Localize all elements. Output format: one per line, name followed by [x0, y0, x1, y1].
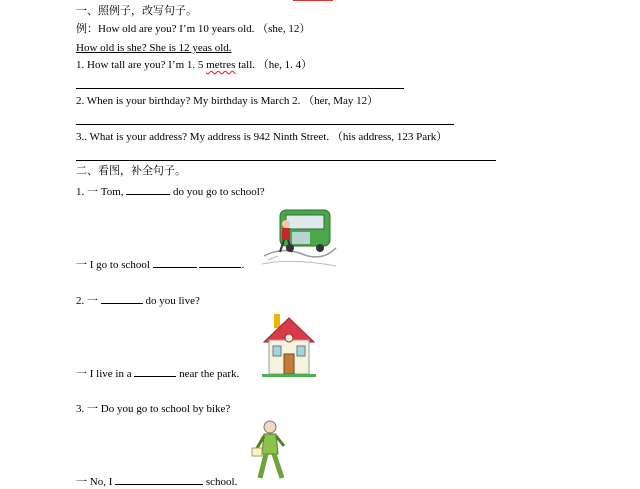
q2-answer-blank[interactable]: [134, 366, 176, 377]
q2-blank[interactable]: [101, 293, 143, 304]
q3: 3. 一 Do you go to school by bike?: [76, 403, 231, 415]
q2-answer: [76, 366, 239, 381]
example-answer: How old is she? She is 12 yeas old.: [76, 42, 232, 54]
item-3: 3.. What is your address? My address is 942 Ninth Street. （his address, 123 Park）: [76, 131, 448, 143]
item-1-wavy: metres: [206, 59, 236, 71]
q2-answer-text-a: 一 I live in a: [76, 368, 135, 380]
item-1-post: tall. （he, 1. 4）: [235, 59, 313, 71]
q2-text-a: 2. 一: [76, 295, 101, 307]
house-icon: [262, 312, 316, 378]
example-question: 例：How old are you? I’m 10 years old. （she, 12）: [76, 23, 311, 35]
q2-text-b: do you live?: [142, 295, 200, 307]
q2-answer-text-b: near the park.: [176, 368, 240, 380]
item-1: [76, 58, 312, 72]
spellcheck-mark: [293, 0, 333, 1]
q2: [76, 293, 200, 308]
item-1-pre: 1. How tall are you? I’m 1. 5: [76, 59, 207, 71]
q3-answer-text-a: 一 No, I: [76, 476, 116, 488]
section2-heading: 二、看图，补全句子。: [76, 165, 186, 177]
q1-answer: [76, 257, 244, 272]
q1-text-a: 1. 一 Tom,: [76, 186, 127, 198]
q1-answer-text-b: .: [241, 259, 245, 271]
section1-heading: 一、照例子，改写句子。: [76, 5, 197, 17]
bus-icon: [262, 204, 338, 270]
q1-answer-blank-1[interactable]: [153, 257, 197, 268]
q3-answer: [76, 474, 237, 489]
q3-answer-text-b: school.: [203, 476, 238, 488]
item-2: 2. When is your birthday? My birthday is March 2. （her, May 12）: [76, 95, 379, 107]
q1-answer-text-a: 一 I go to school: [76, 259, 153, 271]
walker-icon: [250, 420, 290, 480]
answer-line-3[interactable]: [76, 160, 496, 161]
q1: [76, 184, 265, 199]
answer-line-2[interactable]: [76, 124, 454, 125]
q1-answer-blank-2[interactable]: [199, 257, 241, 268]
q1-blank[interactable]: [126, 184, 170, 195]
answer-line-1[interactable]: [76, 88, 404, 89]
q1-text-b: do you go to school?: [170, 186, 265, 198]
